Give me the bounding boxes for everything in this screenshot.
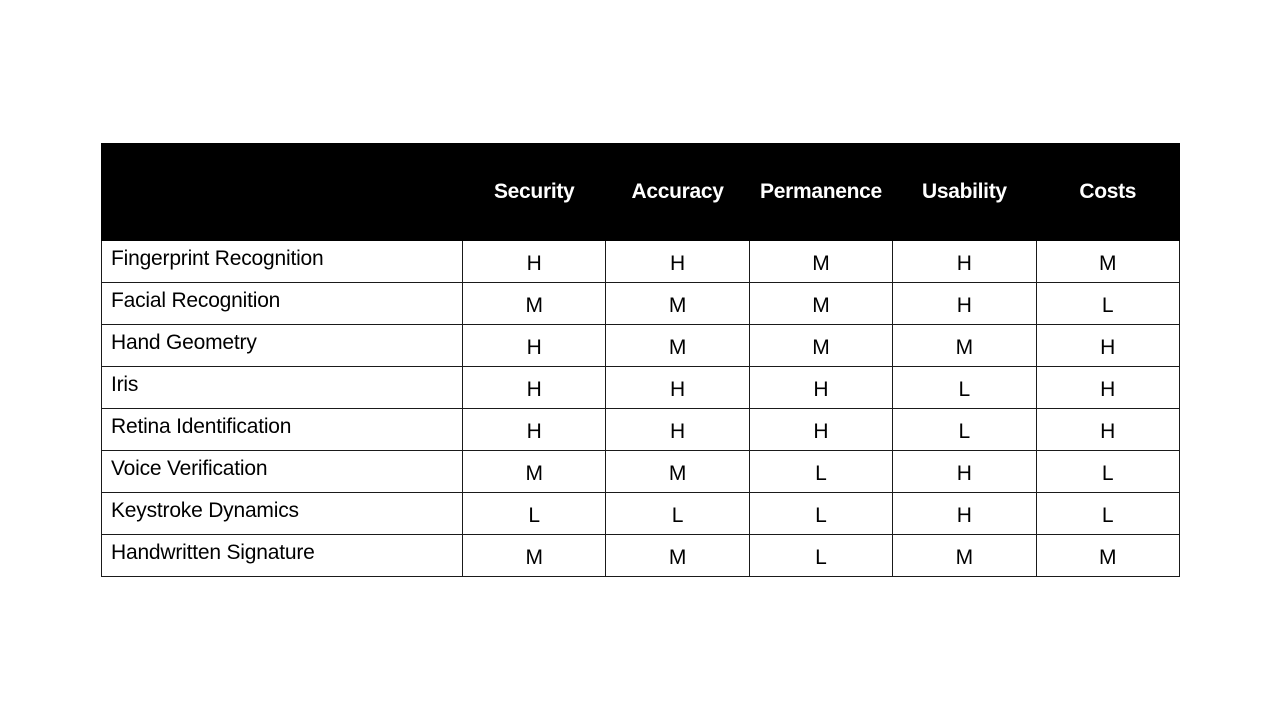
rating-cell: M: [606, 535, 749, 577]
rating-cell: M: [606, 451, 749, 493]
rating-cell: M: [749, 241, 892, 283]
rating-cell: H: [606, 367, 749, 409]
rating-cell: L: [749, 451, 892, 493]
table-row: [102, 283, 1180, 325]
rating-cell: M: [463, 283, 606, 325]
rating-cell: L: [893, 367, 1036, 409]
rating-cell: M: [749, 283, 892, 325]
rating-cell: L: [749, 535, 892, 577]
rating-cell: H: [463, 367, 606, 409]
rating-cell: M: [606, 325, 749, 367]
rating-cell: H: [463, 325, 606, 367]
rating-cell: L: [1036, 451, 1179, 493]
rating-cell: M: [463, 451, 606, 493]
rating-cell: H: [463, 409, 606, 451]
table-header-row: [102, 144, 1180, 241]
table-row: [102, 367, 1180, 409]
rating-cell: H: [606, 409, 749, 451]
header-blank-cell: [102, 144, 463, 241]
rating-cell: L: [606, 493, 749, 535]
table-row: [102, 325, 1180, 367]
rating-cell: H: [893, 283, 1036, 325]
row-label: Handwritten Signature: [102, 535, 463, 577]
rating-cell: M: [749, 325, 892, 367]
header-permanence: Permanence: [749, 144, 892, 241]
rating-cell: H: [893, 493, 1036, 535]
rating-cell: H: [606, 241, 749, 283]
rating-cell: M: [893, 535, 1036, 577]
rating-cell: M: [463, 535, 606, 577]
table-row: [102, 409, 1180, 451]
rating-cell: L: [463, 493, 606, 535]
header-usability: Usability: [893, 144, 1036, 241]
rating-cell: M: [893, 325, 1036, 367]
rating-cell: H: [1036, 409, 1179, 451]
rating-cell: H: [893, 451, 1036, 493]
rating-cell: H: [1036, 367, 1179, 409]
rating-cell: H: [749, 367, 892, 409]
rating-cell: H: [1036, 325, 1179, 367]
row-label: Hand Geometry: [102, 325, 463, 367]
header-accuracy: Accuracy: [606, 144, 749, 241]
rating-cell: L: [749, 493, 892, 535]
rating-cell: H: [893, 241, 1036, 283]
row-label: Keystroke Dynamics: [102, 493, 463, 535]
row-label: Voice Verification: [102, 451, 463, 493]
row-label: Iris: [102, 367, 463, 409]
biometrics-comparison-table: [101, 143, 1180, 577]
rating-cell: L: [1036, 493, 1179, 535]
rating-cell: L: [1036, 283, 1179, 325]
rating-cell: H: [463, 241, 606, 283]
rating-cell: H: [749, 409, 892, 451]
table-row: [102, 535, 1180, 577]
rating-cell: M: [1036, 535, 1179, 577]
table-row: [102, 241, 1180, 283]
row-label: Facial Recognition: [102, 283, 463, 325]
row-label: Retina Identification: [102, 409, 463, 451]
header-security: Security: [463, 144, 606, 241]
table-row: [102, 451, 1180, 493]
table-row: [102, 493, 1180, 535]
rating-cell: M: [606, 283, 749, 325]
rating-cell: L: [893, 409, 1036, 451]
rating-cell: M: [1036, 241, 1179, 283]
header-costs: Costs: [1036, 144, 1179, 241]
row-label: Fingerprint Recognition: [102, 241, 463, 283]
